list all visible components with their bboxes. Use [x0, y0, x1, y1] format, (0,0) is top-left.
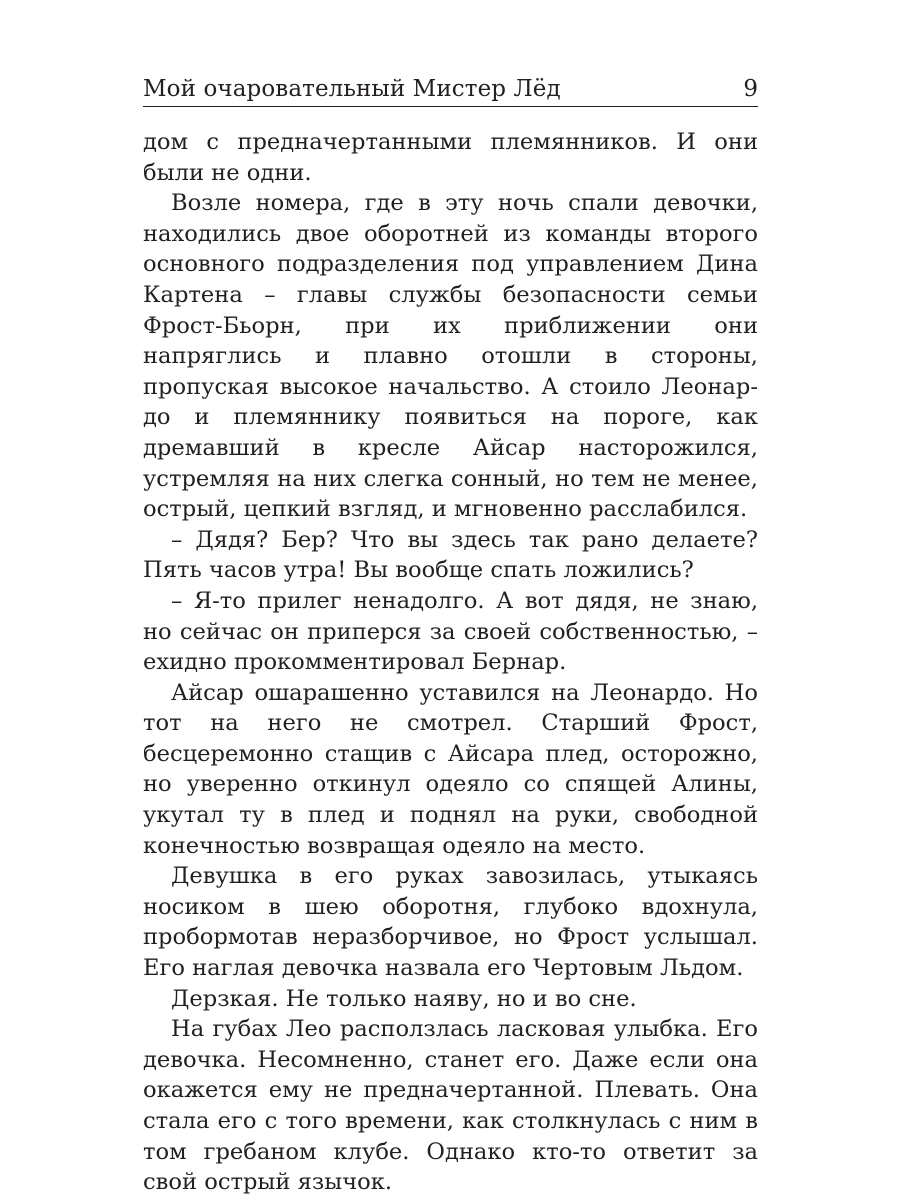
paragraph: Возле номера, где в эту ночь спали девочки, находились двое оборотней из команды второго основного подразделения под управлением Дина Картена – главы службы безопасности семьи Фрост-Бьорн, при их приближении они напряглись и плавно отошли в стороны, пропуская высокое начальство. А стоило Леонардо и племяннику появиться на пороге, как дремавший в кресле Айсар насторожился, устремляя на них слегка сонный, но тем не менее, острый, цепкий взгляд, и мгновенно расслабился. — [143, 190, 758, 523]
paragraph: Дерзкая. Не только наяву, но и во сне. — [171, 985, 637, 1012]
page-number: 9 — [743, 76, 758, 102]
dialogue-paragraph: – Дядя? Бер? Что вы здесь так рано делаете? Пять часов утра! Вы вообще спать ложились? — [143, 526, 758, 584]
paragraph: дом с предначертанными племянников. И они были не одни. — [143, 129, 758, 186]
paragraph: Айсар ошарашенно уставился на Леонардо. Но тот на него не смотрел. Старший Фрост, бесцеремонно стащив с Айсара плед, осторожно, но уверенно откинул одеяло со спящей Алины, укутал ту в плед и поднял на руки, свободной конечностью возвращая одеяло на место. — [143, 679, 758, 859]
paragraph: Девушка в его руках завозилась, утыкаясь носиком в шею оборотня, глубоко вдохнула, пробормотав неразборчивое, но Фрост услышал. Его наглая девочка назвала его Чертовым Льдом. — [143, 863, 758, 982]
paragraph: На губах Лео расползлась ласковая улыбка. Его девочка. Несомненно, станет его. Даже если она окажется ему не предначертанной. Плевать. Она стала его с того времени, как столкнулась с ним в том гребаном клубе. Однако кто-то ответит за свой острый язычок. — [143, 1016, 758, 1196]
book-page — [143, 60, 758, 1198]
body-text — [143, 127, 758, 1198]
book-title: Мой очаровательный Мистер Лёд — [143, 76, 561, 102]
running-header — [143, 60, 758, 107]
dialogue-paragraph: – Я-то прилег ненадолго. А вот дядя, не знаю, но сейчас он приперся за своей собственностью, – ехидно прокомментировал Бернар. — [143, 587, 758, 676]
